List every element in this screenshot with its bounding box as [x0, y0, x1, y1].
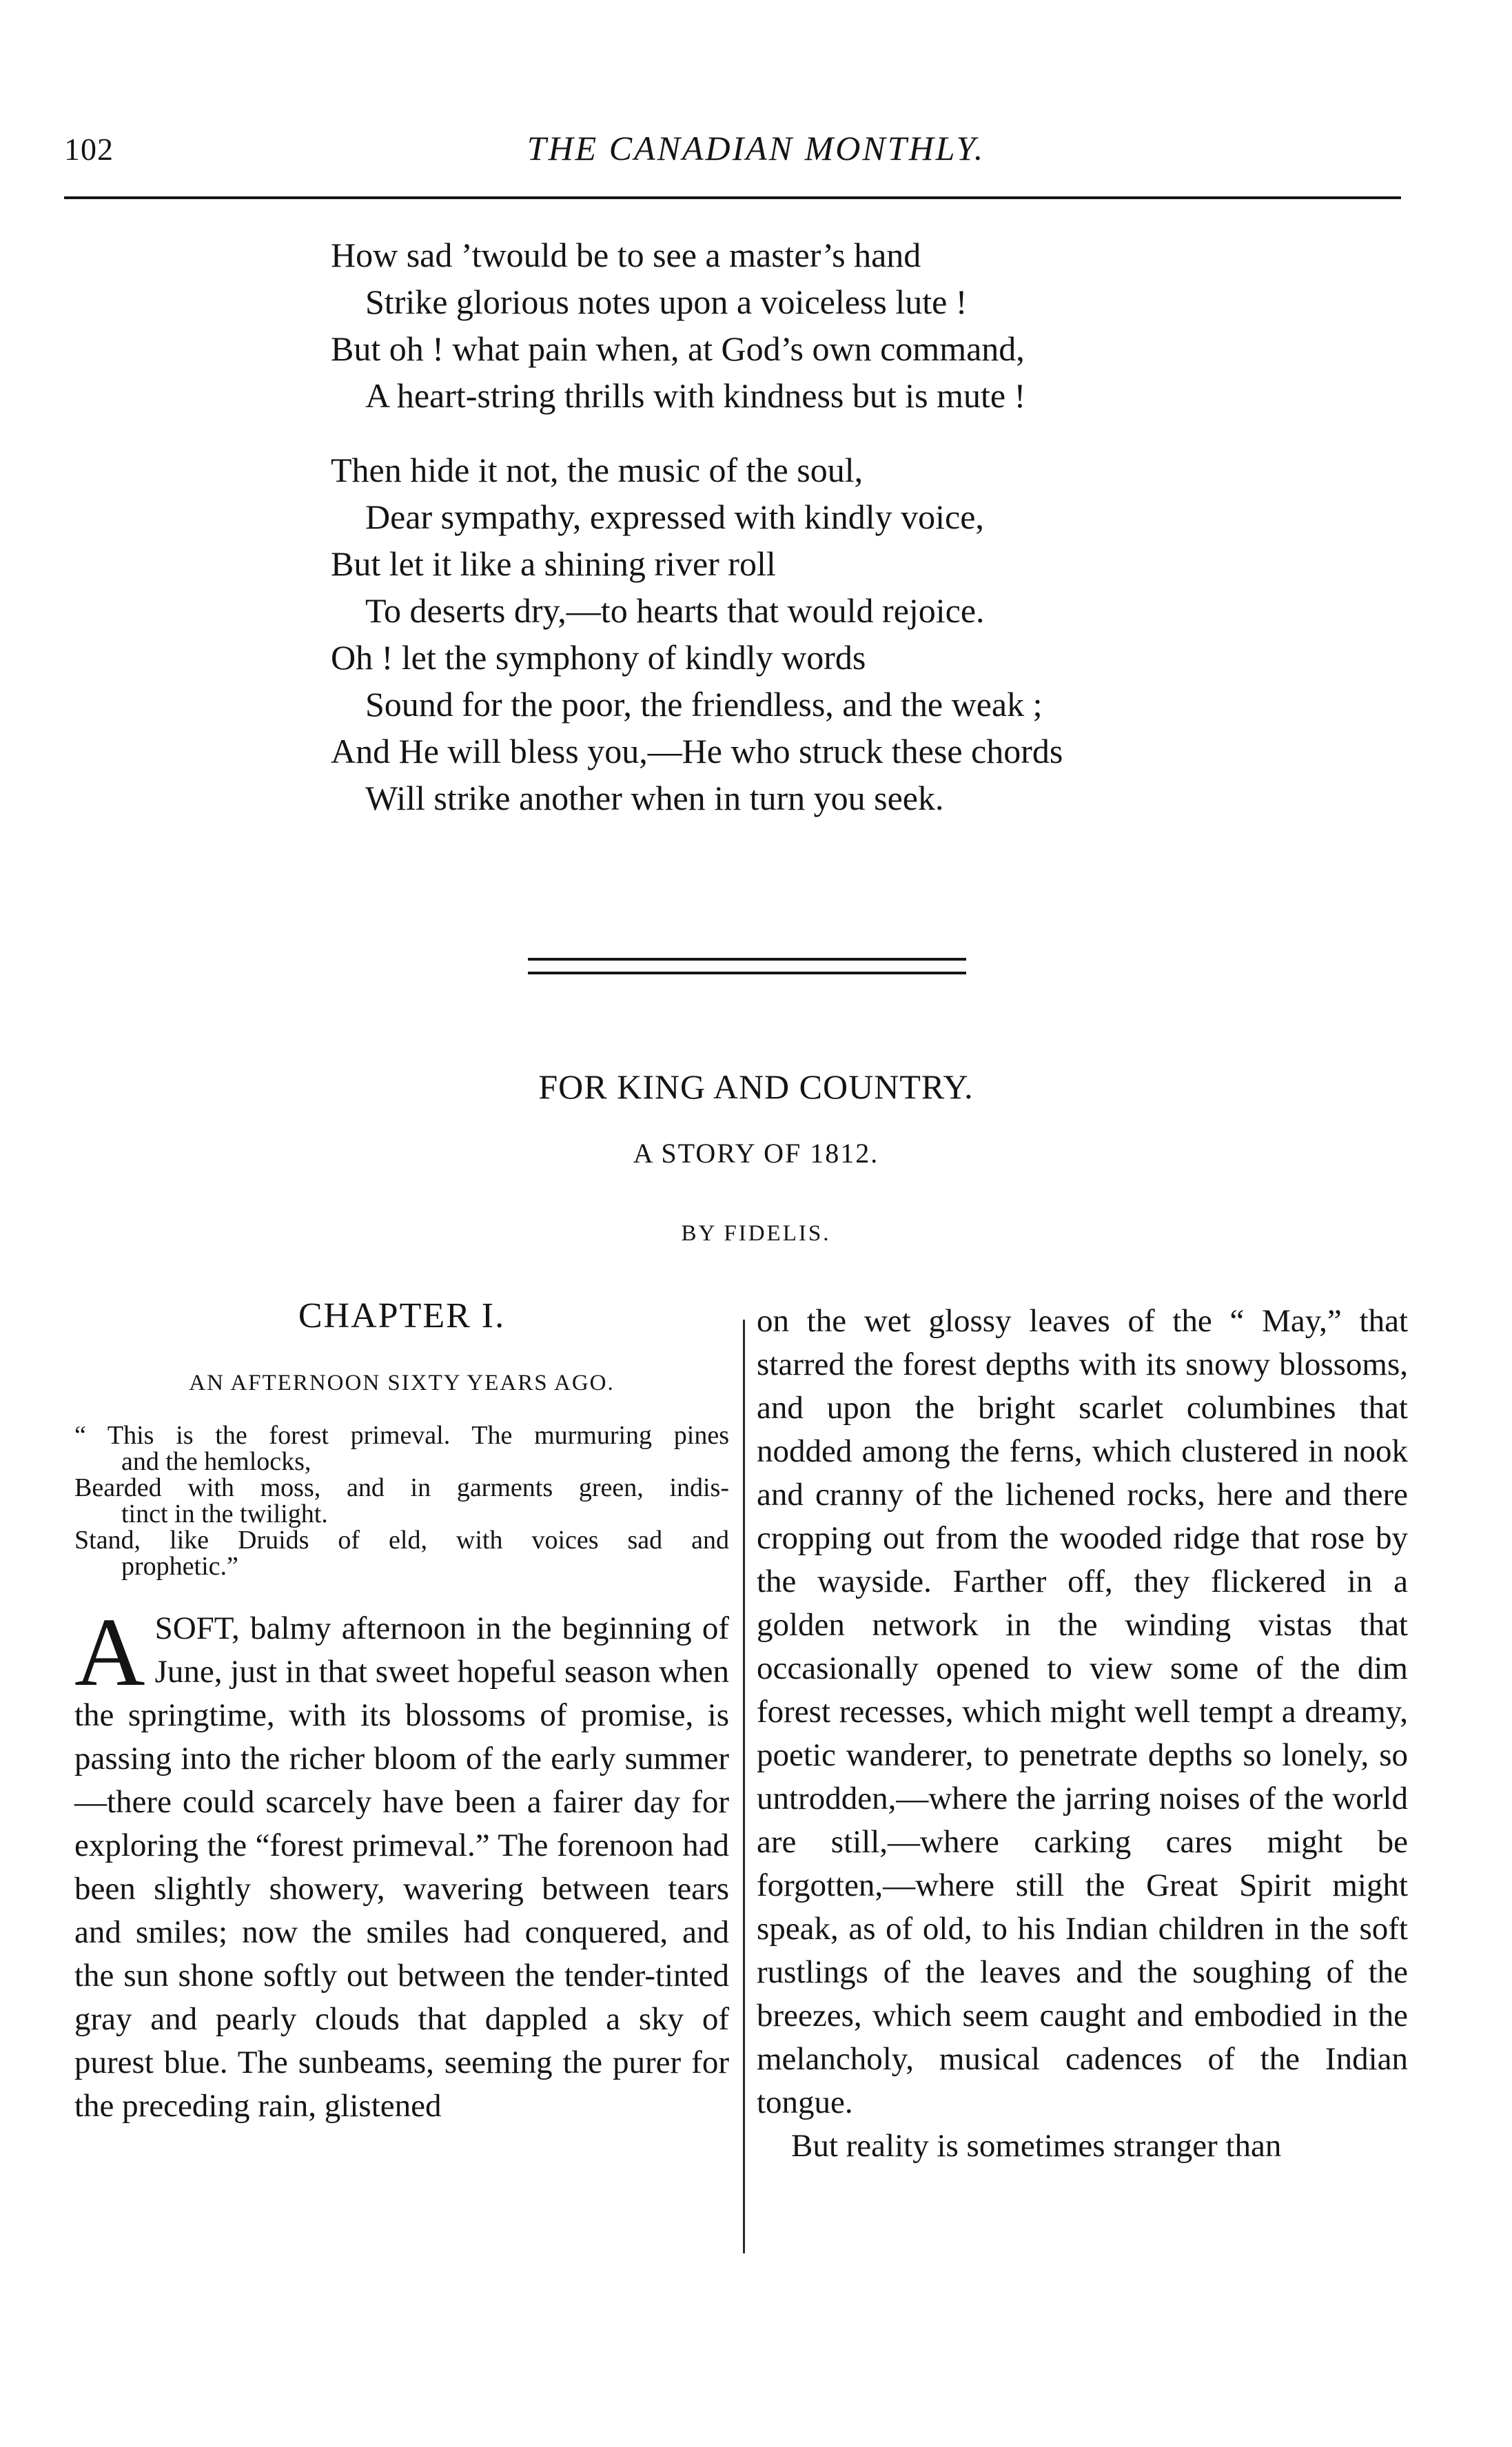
left-column: [74, 1296, 729, 2128]
poem-line: Oh ! let the symphony of kindly words: [331, 638, 866, 677]
byline: BY FIDELIS.: [681, 1221, 831, 1246]
poem-line: But let it like a shining river roll: [331, 544, 776, 583]
poem-line: And He will bless you,—He who struck these chords: [331, 732, 1063, 770]
epigraph-line: Bearded with moss, and in garments green, indis-: [74, 1473, 729, 1502]
epigraph-line: “ This is the forest primeval. The murmuring pines: [74, 1421, 729, 1450]
epigraph-line: Stand, like Druids of eld, with voices sad and: [74, 1526, 729, 1555]
poem-line: Will strike another when in turn you seek.: [365, 779, 944, 817]
chapter-subheading: AN AFTERNOON SIXTY YEARS AGO.: [189, 1371, 615, 1395]
story-title: FOR KING AND COUNTRY.: [538, 1067, 974, 1106]
poem-line: Dear sympathy, expressed with kindly voice,: [365, 498, 984, 536]
section-divider: [528, 958, 966, 974]
poem-line: A heart-string thrills with kindness but is mute !: [365, 376, 1026, 415]
poem-line: Strike glorious notes upon a voiceless lute !: [365, 283, 968, 321]
page-number: 102: [64, 132, 114, 167]
poem-stanza-1: [331, 232, 1063, 419]
opening-paragraph: [74, 1597, 729, 2128]
poem-line: But oh ! what pain when, at God’s own command,: [331, 329, 1025, 368]
body-paragraph: on the wet glossy leaves of the “ May,” that starred the forest depths with its snowy blossoms, and upon the bright scarlet columbines that nodded among the ferns, which clustered in nook and cranny of the lichened rocks, here and there cropping out from the wooded ridge that rose by the wayside. Farther off, they flickered in a golden network in the winding vistas that occasionally opened to view some of the dim forest recesses, which might well tempt a dreamy, poetic wanderer, to penetrate depths so lonely, so untrodden,—where the jarring noises of the world are still,—where carking cares might be forgotten,—where still the Great Spirit might speak, as of old, to his Indian children in the soft rustlings of the leaves and the soughing of the breezes, which seem caught and embodied in the melancholy, musical cadences of the Indian tongue.: [757, 1303, 1408, 2120]
chapter-heading: CHAPTER I.: [298, 1296, 506, 1335]
poem-stanza-2: [331, 447, 1063, 821]
header-rule: [64, 196, 1401, 199]
running-title: THE CANADIAN MONTHLY.: [527, 129, 985, 167]
poem-line: Sound for the poor, the friendless, and the weak ;: [365, 685, 1043, 724]
right-column: [757, 1300, 1408, 2168]
body-text: SOFT, balmy afternoon in the beginning of June, just in that sweet hopeful season when the springtime, with its blossoms of promise, is passing into the richer bloom of the early summer—there could scarcely have been a fairer day for exploring the “forest primeval.” The forenoon had been slightly showery, wavering between tears and smiles; now the smiles had conquered, and the sun shone softly out between the tender-tinted gray and pearly clouds that dappled a sky of purest blue. The sunbeams, seeming the purer for the preceding rain, glistened: [74, 1610, 729, 2124]
epigraph: [74, 1422, 729, 1579]
stanza-gap: [331, 419, 1063, 447]
body-paragraph: But reality is sometimes stranger than: [791, 2128, 1282, 2164]
epigraph-line: tinct in the twilight.: [121, 1499, 328, 1528]
column-divider: [743, 1320, 745, 2253]
drop-cap: A: [74, 1597, 145, 1706]
poem-line: How sad ’twould be to see a master’s hand: [331, 236, 921, 274]
poem-line: Then hide it not, the music of the soul,: [331, 451, 864, 489]
epigraph-line: prophetic.”: [121, 1552, 238, 1581]
poem: [331, 232, 1063, 821]
story-subtitle: A STORY OF 1812.: [633, 1138, 879, 1169]
poem-line: To deserts dry,—to hearts that would rejoice.: [365, 591, 985, 630]
epigraph-line: and the hemlocks,: [121, 1447, 311, 1476]
